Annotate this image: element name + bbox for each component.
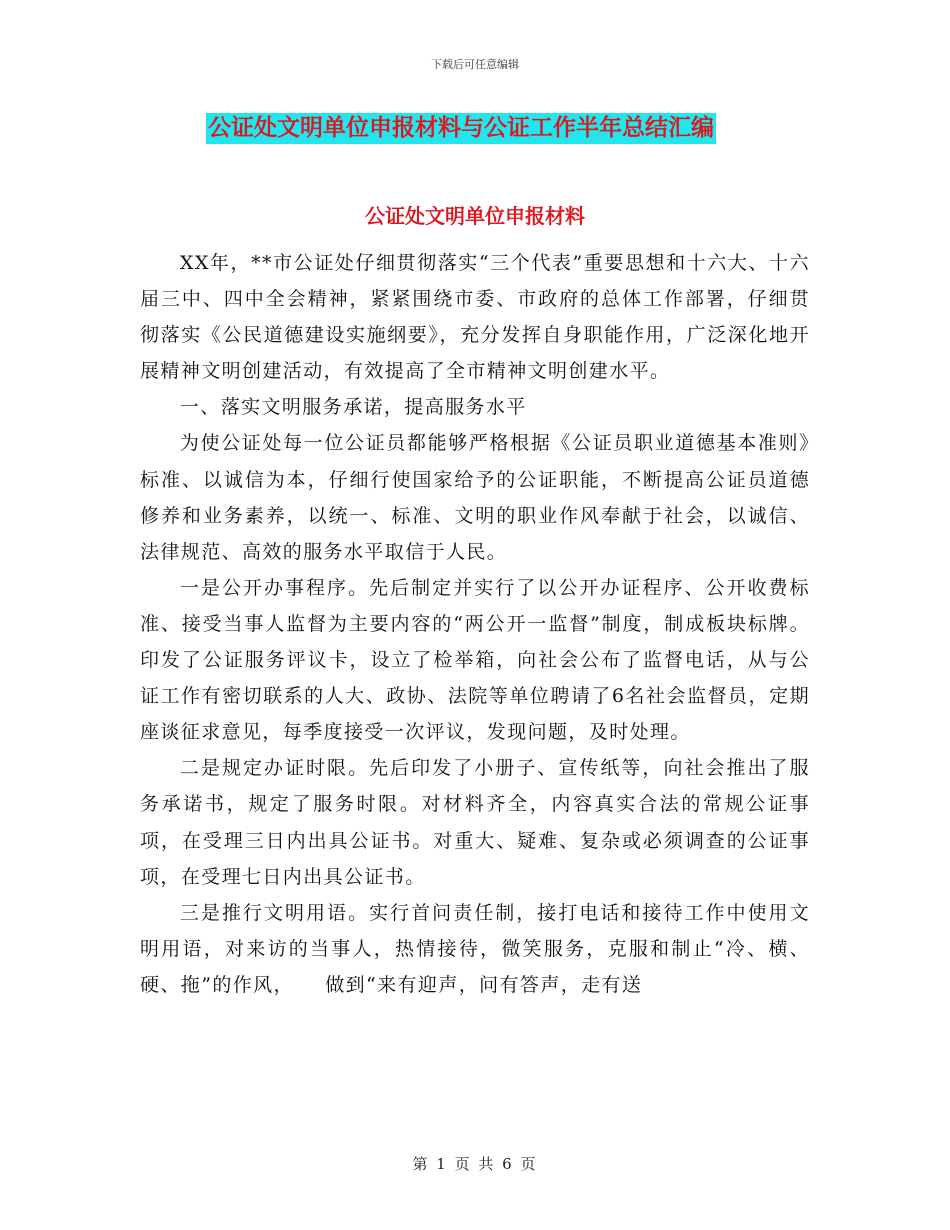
- paragraph-item-2: 二是规定办证时限。先后印发了小册子、宣传纸等，向社会推出了服务承诺书，规定了服务时限。对材料齐全，内容真实合法的常规公证事项，在受理三日内出具公证书。对重大、疑难、复杂或必须调查的公证事项，在受理七日内出具公证书。: [140, 757, 810, 888]
- paragraph-intro: XX年，**市公证处仔细贯彻落实“三个代表”重要思想和十六大、十六届三中、四中全会精神，紧紧围绕市委、市政府的总体工作部署，仔细贯彻落实《公民道德建设实施纲要》，充分发挥自身职能作用，广泛深化地开展精神文明创建活动，有效提高了全市精神文明创建水平。: [140, 252, 810, 383]
- page-number: 第 1 页 共 6 页: [412, 1155, 538, 1173]
- body-text: [140, 245, 810, 1003]
- document-title: 公证处文明单位申报材料与公证工作半年总结汇编: [206, 113, 716, 144]
- paragraph-purpose: 为使公证处每一位公证员都能够严格根据《公证员职业道德基本准则》标准、以诚信为本，仔细行使国家给予的公证职能，不断提高公证员道德修养和业务素养，以统一、标准、文明的职业作风奉献于社会，以诚信、法律规范、高效的服务水平取信于人民。: [140, 432, 810, 563]
- header-note: 下载后可任意编辑: [431, 58, 519, 71]
- paragraph-item-1: 一是公开办事程序。先后制定并实行了以公开办证程序、公开收费标准、接受当事人监督为主要内容的“两公开一监督”制度，制成板块标牌。印发了公证服务评议卡，设立了检举箱，向社会公布了监督电话，从与公证工作有密切联系的人大、政协、法院等单位聘请了6名社会监督员，定期座谈征求意见，每季度接受一次评议，发现问题，及时处理。: [140, 576, 810, 744]
- section-title: 公证处文明单位申报材料: [365, 204, 585, 228]
- section-heading-1: 一、落实文明服务承诺，提高服务水平: [179, 396, 527, 419]
- paragraph-item-3: 三是推行文明用语。实行首问责任制，接打电话和接待工作中使用文明用语，对来访的当事人，热情接待，微笑服务，克服和制止“冷、横、硬、拖”的作风， 做到“来有迎声，问有答声，走有送: [140, 901, 810, 996]
